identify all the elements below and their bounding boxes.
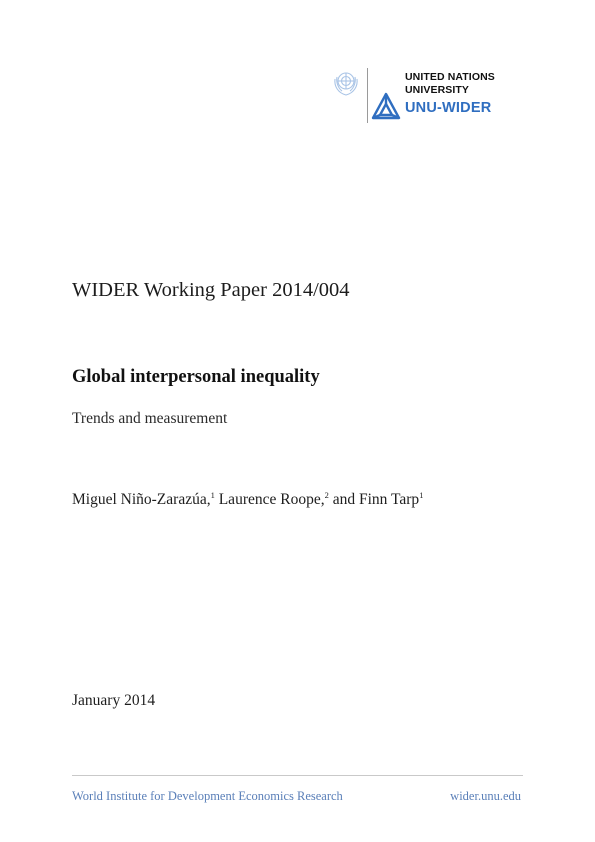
paper-title: Global interpersonal inequality — [72, 367, 320, 387]
unu-wider-wordmark: UNU-WIDER — [405, 100, 492, 116]
publication-date: January 2014 — [72, 692, 156, 709]
unu-wider-emblem-icon — [370, 92, 402, 122]
author-affiliation-mark: 1 — [419, 489, 424, 500]
footer-institute: World Institute for Development Economics Research — [72, 789, 343, 803]
unu-name-line2: UNIVERSITY — [405, 83, 470, 96]
footer-divider — [72, 775, 523, 776]
un-emblem-icon — [330, 66, 362, 98]
author-affiliation-mark: 1 — [210, 489, 215, 500]
unu-name-line1: UNITED NATIONS — [405, 71, 495, 83]
footer-website-link[interactable]: wider.unu.edu — [450, 789, 521, 803]
author-name: and Finn Tarp — [332, 491, 420, 508]
logo-divider — [367, 68, 368, 123]
author-affiliation-mark: 2 — [324, 489, 329, 500]
paper-series: WIDER Working Paper 2014/004 — [72, 279, 350, 301]
paper-subtitle: Trends and measurement — [72, 410, 228, 427]
unu-name — [405, 71, 495, 96]
author-list — [72, 491, 423, 509]
author-name: Laurence Roope, — [218, 491, 325, 508]
author-name: Miguel Niño-Zarazúa, — [72, 491, 211, 508]
